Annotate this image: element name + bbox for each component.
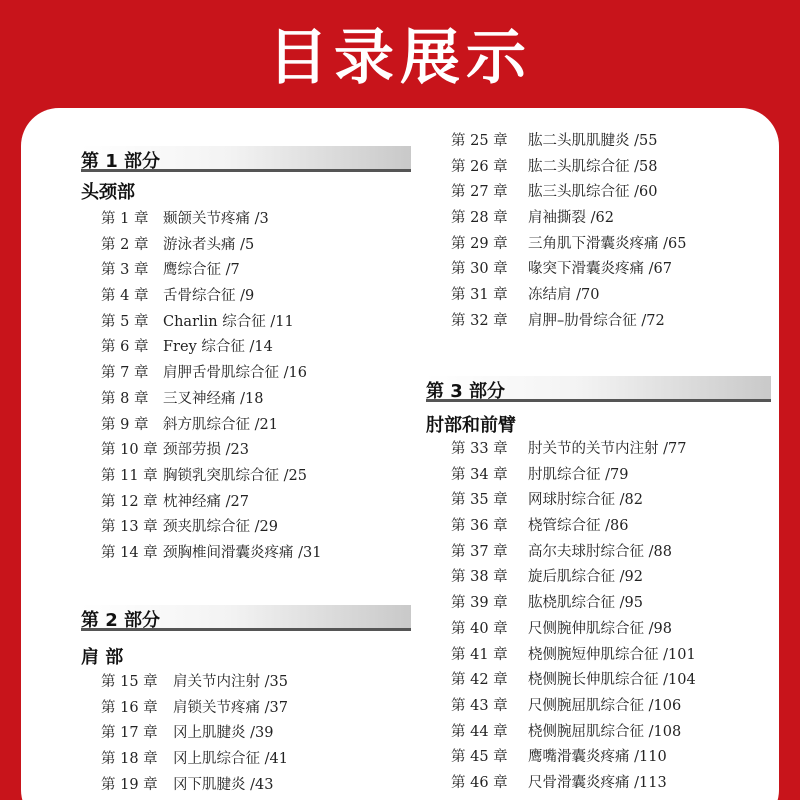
chapter-title: 肱二头肌综合征 /58 [528, 158, 658, 175]
chapter-title: 斜方肌综合征 /21 [163, 416, 278, 433]
chapter-row [451, 257, 771, 283]
chapter-row [101, 696, 421, 722]
chapter-title: 枕神经痛 /27 [163, 493, 249, 510]
part-3-header [426, 376, 771, 402]
chapter-number: 第 39 章 [451, 595, 508, 612]
chapter-title: 肩胛舌骨肌综合征 /16 [163, 365, 307, 382]
chapter-row [101, 464, 421, 490]
chapter-number: 第 15 章 [101, 674, 158, 690]
chapter-number: 第 13 章 [101, 519, 158, 536]
chapter-row [101, 747, 421, 773]
chapter-row [451, 437, 771, 463]
chapter-row [101, 387, 421, 413]
chapter-title: 喙突下滑囊炎疼痛 /67 [528, 261, 672, 278]
chapter-number: 第 7 章 [101, 365, 149, 382]
chapter-number: 第 33 章 [451, 441, 508, 457]
chapter-title: 颞颌关节疼痛 /3 [163, 211, 269, 227]
chapter-row [101, 258, 421, 284]
chapter-row [451, 565, 771, 591]
chapter-title: 颈夹肌综合征 /29 [163, 519, 278, 536]
chapter-row [101, 438, 421, 464]
chapter-title: 冈上肌综合征 /41 [173, 751, 288, 768]
chapter-title: 颈胸椎间滑囊炎疼痛 /31 [163, 544, 322, 561]
chapter-row [101, 490, 421, 516]
chapter-row [451, 488, 771, 514]
chapter-number: 第 46 章 [451, 774, 508, 791]
chapter-row [451, 309, 771, 335]
chapter-number: 第 41 章 [451, 646, 508, 663]
chapter-number: 第 35 章 [451, 492, 508, 509]
part-1-region: 头颈部 [81, 182, 135, 203]
chapter-row [101, 773, 421, 799]
chapter-number: 第 8 章 [101, 390, 149, 407]
chapter-number: 第 28 章 [451, 210, 508, 227]
chapter-row [451, 745, 771, 771]
chapter-row [451, 232, 771, 258]
chapter-row [451, 591, 771, 617]
chapter-title: 旋后肌综合征 /92 [528, 569, 643, 586]
chapter-number: 第 32 章 [451, 312, 508, 329]
chapter-row [101, 361, 421, 387]
chapter-number: 第 17 章 [101, 725, 158, 742]
chapter-title: 三叉神经痛 /18 [163, 390, 264, 407]
part-3-region: 肘部和前臂 [426, 415, 516, 436]
chapter-title: 高尔夫球肘综合征 /88 [528, 543, 672, 560]
chapter-title: 尺侧腕屈肌综合征 /106 [528, 697, 682, 714]
chapter-number: 第 6 章 [101, 339, 149, 356]
chapter-row [451, 283, 771, 309]
chapter-title: 冈上肌腱炎 /39 [173, 725, 274, 742]
chapter-title: 尺侧腕伸肌综合征 /98 [528, 620, 672, 637]
part-2-header [81, 605, 411, 631]
chapter-row [451, 155, 771, 181]
chapter-title: 肱三头肌综合征 /60 [528, 184, 658, 201]
chapter-title: 冈下肌腱炎 /43 [173, 776, 274, 793]
part-1-header [81, 146, 411, 172]
chapter-number: 第 40 章 [451, 620, 508, 637]
chapter-row [101, 721, 421, 747]
chapter-number: 第 30 章 [451, 261, 508, 278]
toc-card [21, 108, 779, 800]
chapter-title: 肩锁关节疼痛 /37 [173, 699, 288, 716]
chapter-number: 第 31 章 [451, 287, 508, 304]
chapter-title: 桡侧腕短伸肌综合征 /101 [528, 646, 696, 663]
chapter-title: 桡管综合征 /86 [528, 518, 629, 535]
chapter-number: 第 1 章 [101, 211, 149, 227]
chapter-row [101, 335, 421, 361]
chapter-number: 第 42 章 [451, 672, 508, 689]
chapter-title: Frey 综合征 /14 [163, 339, 273, 356]
chapter-row [451, 206, 771, 232]
chapter-row [451, 694, 771, 720]
part-2-region: 肩 部 [81, 647, 124, 668]
chapter-row [451, 643, 771, 669]
page-banner-title: 目录展示 [268, 23, 532, 93]
chapter-number: 第 43 章 [451, 697, 508, 714]
chapter-row [451, 720, 771, 746]
part-3-chapter-list [451, 437, 771, 797]
chapter-number: 第 5 章 [101, 313, 149, 330]
chapter-title: 桡侧腕长伸肌综合征 /104 [528, 672, 696, 689]
chapter-title: 肩袖撕裂 /62 [528, 210, 614, 227]
chapter-number: 第 38 章 [451, 569, 508, 586]
part-2-continued-chapter-list [451, 129, 771, 335]
chapter-row [101, 413, 421, 439]
chapter-number: 第 44 章 [451, 723, 508, 740]
chapter-number: 第 4 章 [101, 288, 149, 305]
chapter-row [101, 233, 421, 259]
part-2-chapter-list [101, 670, 421, 798]
chapter-number: 第 25 章 [451, 133, 508, 149]
chapter-number: 第 29 章 [451, 235, 508, 252]
chapter-title: 舌骨综合征 /9 [163, 288, 255, 305]
chapter-row [451, 668, 771, 694]
chapter-title: Charlin 综合征 /11 [163, 313, 294, 330]
chapter-title: 桡侧腕屈肌综合征 /108 [528, 723, 682, 740]
chapter-row [451, 617, 771, 643]
chapter-number: 第 14 章 [101, 544, 158, 561]
chapter-title: 肩关节内注射 /35 [173, 674, 288, 690]
chapter-title: 肱二头肌肌腱炎 /55 [528, 133, 658, 149]
chapter-row [451, 771, 771, 797]
chapter-row [451, 129, 771, 155]
chapter-number: 第 3 章 [101, 262, 149, 279]
chapter-title: 鹰嘴滑囊炎疼痛 /110 [528, 749, 667, 766]
chapter-number: 第 2 章 [101, 236, 149, 253]
chapter-number: 第 26 章 [451, 158, 508, 175]
chapter-row [451, 463, 771, 489]
chapter-row [451, 540, 771, 566]
chapter-title: 肩胛–肋骨综合征 /72 [528, 312, 665, 329]
chapter-row [451, 180, 771, 206]
chapter-number: 第 27 章 [451, 184, 508, 201]
chapter-row [101, 541, 421, 567]
chapter-number: 第 16 章 [101, 699, 158, 716]
chapter-title: 鹰综合征 /7 [163, 262, 240, 279]
chapter-number: 第 37 章 [451, 543, 508, 560]
chapter-number: 第 34 章 [451, 466, 508, 483]
chapter-title: 尺骨滑囊炎疼痛 /113 [528, 774, 667, 791]
part-1-label: 第 1 部分 [81, 151, 161, 172]
part-1-chapter-list [101, 207, 421, 567]
chapter-number: 第 45 章 [451, 749, 508, 766]
chapter-row [101, 310, 421, 336]
chapter-title: 冻结肩 /70 [528, 287, 600, 304]
chapter-number: 第 19 章 [101, 776, 158, 793]
chapter-title: 游泳者头痛 /5 [163, 236, 255, 253]
part-2-label: 第 2 部分 [81, 610, 161, 631]
chapter-title: 肘肌综合征 /79 [528, 466, 629, 483]
chapter-number: 第 36 章 [451, 518, 508, 535]
chapter-row [101, 284, 421, 310]
chapter-title: 肘关节的关节内注射 /77 [528, 441, 687, 457]
chapter-title: 肱桡肌综合征 /95 [528, 595, 643, 612]
chapter-title: 颈部劳损 /23 [163, 442, 249, 459]
chapter-title: 三角肌下滑囊炎疼痛 /65 [528, 235, 687, 252]
chapter-row [451, 514, 771, 540]
chapter-title: 网球肘综合征 /82 [528, 492, 643, 509]
chapter-title: 胸锁乳突肌综合征 /25 [163, 467, 307, 484]
chapter-row [101, 515, 421, 541]
chapter-number: 第 10 章 [101, 442, 158, 459]
chapter-number: 第 18 章 [101, 751, 158, 768]
chapter-number: 第 11 章 [101, 467, 158, 484]
chapter-row [101, 207, 421, 233]
chapter-number: 第 9 章 [101, 416, 149, 433]
chapter-row [101, 670, 421, 696]
part-3-label: 第 3 部分 [426, 381, 506, 402]
chapter-number: 第 12 章 [101, 493, 158, 510]
